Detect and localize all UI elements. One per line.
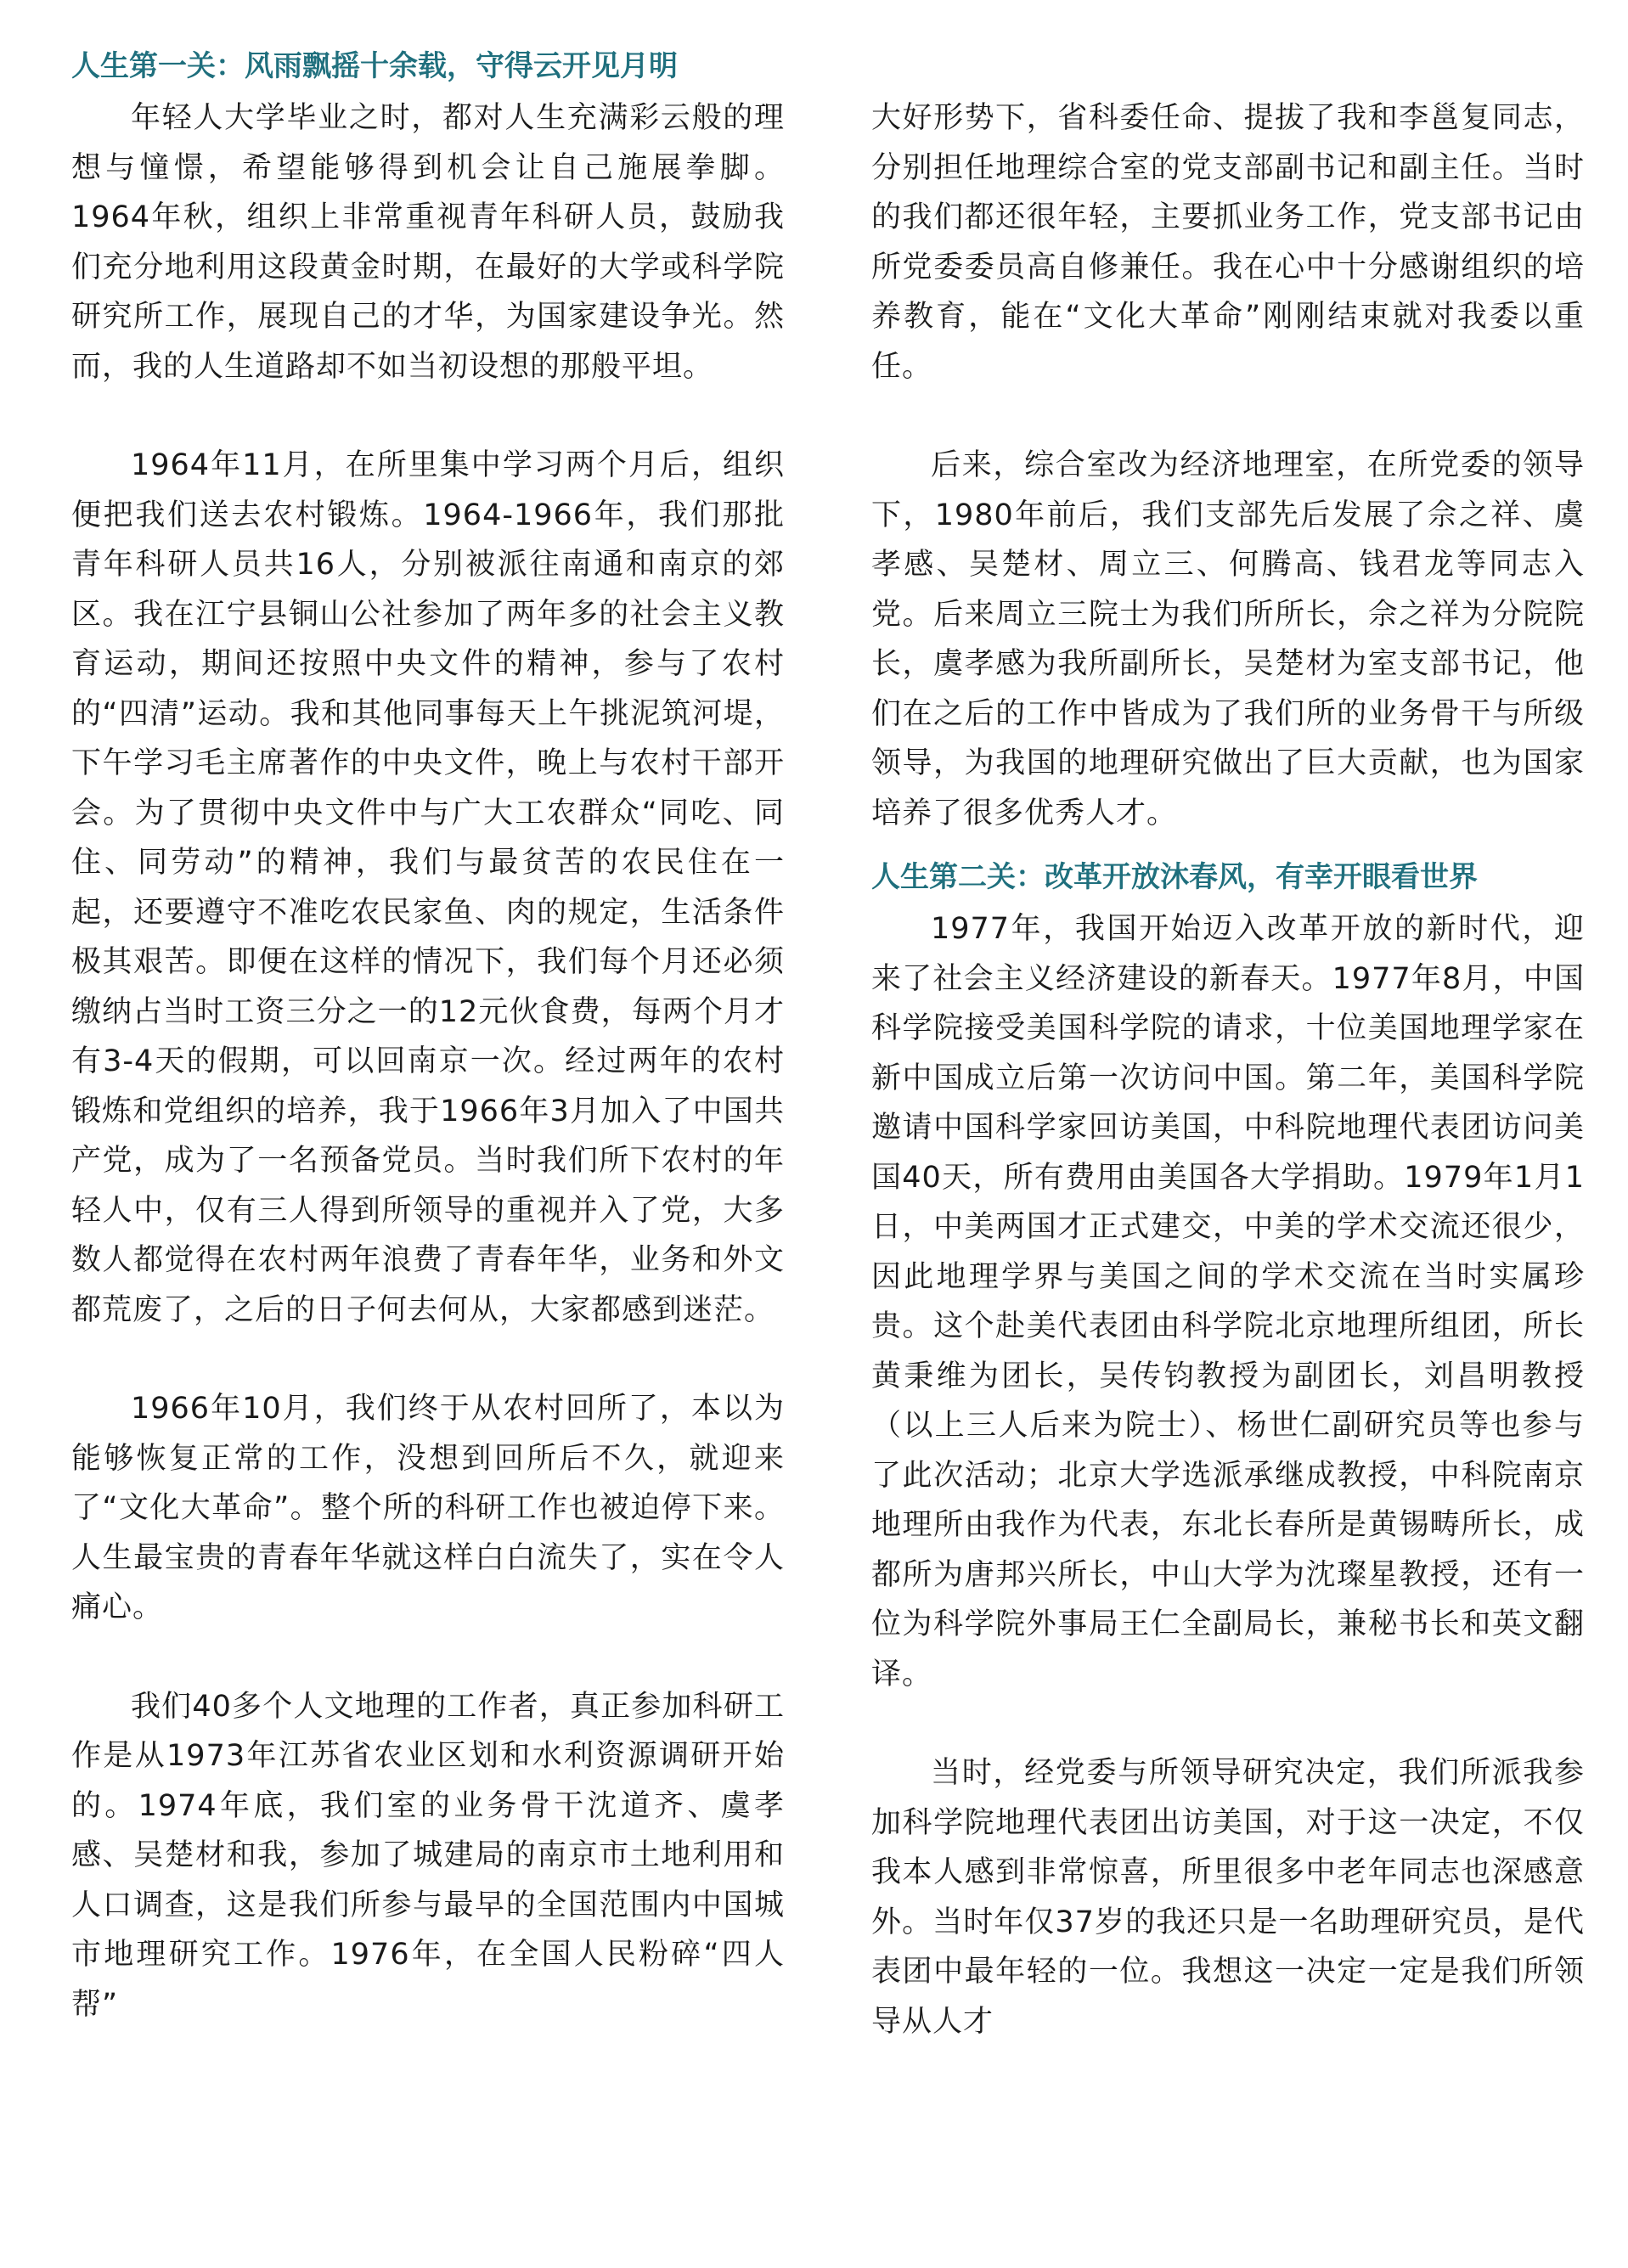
- paragraph: 我们40多个人文地理的工作者，真正参加科研工作是从1973年江苏省农业区划和水利资源调研开始的。1974年底，我们室的业务骨干沈道齐、虞孝感、吴楚材和我，参加了城建局的南京市土地利用和人口调查，这是我们所参与最早的全国范围内中国城市地理研究工作。1976年，在全国人民粉碎“四人帮”: [71, 1689, 785, 2022]
- paragraph: 1964年11月，在所里集中学习两个月后，组织便把我们送去农村锻炼。1964-1966年，我们那批青年科研人员共16人，分别被派往南通和南京的郊区。我在江宁县铜山公社参加了两年多的社会主义教育运动，期间还按照中央文件的精神，参与了农村的“四清”运动。我和其他同事每天上午挑泥筑河堤，下午学习毛主席著作的中央文件，晚上与农村干部开会。为了贯彻中央文件中与广大工农群众“同吃、同住、同劳动”的精神，我们与最贫苦的农民住在一起，还要遵守不准吃农民家鱼、肉的规定，生活条件极其艰苦。即便在这样的情况下，我们每个月还必须缴纳占当时工资三分之一的12元伙食费，每两个月才有3-4天的假期，可以回南京一次。经过两年的农村锻炼和党组织的培养，我于1966年3月加入了中国共产党，成为了一名预备党员。当时我们所下农村的年轻人中，仅有三人得到所领导的重视并入了党，大多数人都觉得在农村两年浪费了青春年华，业务和外文都荒废了，之后的日子何去何从，大家都感到迷茫。: [71, 448, 785, 1327]
- paragraph: 1966年10月，我们终于从农村回所了，本以为能够恢复正常的工作，没想到回所后不久，就迎来了“文化大革命”。整个所的科研工作也被迫停下来。人生最宝贵的青春年华就这样白白流失了，实在令人痛心。: [71, 1392, 785, 1624]
- paragraph: 年轻人大学毕业之时，都对人生充满彩云般的理想与憧憬，希望能够得到机会让自己施展拳脚。1964年秋，组织上非常重视青年科研人员，鼓励我们充分地利用这段黄金时期，在最好的大学或科学院研究所工作，展现自己的才华，为国家建设争光。然而，我的人生道路却不如当初设想的那般平坦。: [71, 101, 785, 384]
- paragraph: 当时，经党委与所领导研究决定，我们所派我参加科学院地理代表团出访美国，对于这一决定，不仅我本人感到非常惊喜，所里很多中老年同志也深感意外。当时年仅37岁的我还只是一名助理研究员，是代表团中最年轻的一位。我想这一决定一定是我们所领导从人才: [871, 1756, 1585, 2039]
- right-column: [871, 93, 1585, 2046]
- section-heading-1: 人生第一关：风雨飘摇十余载，守得云开见月明: [71, 49, 678, 83]
- paragraph-continued: 大好形势下，省科委任命、提拔了我和李邕复同志，分别担任地理综合室的党支部副书记和副主任。当时的我们都还很年轻，主要抓业务工作，党支部书记由所党委委员高自修兼任。我在心中十分感谢组织的培养教育，能在“文化大革命”刚刚结束就对我委以重任。: [871, 101, 1585, 384]
- section-heading-2: 人生第二关：改革开放沐春风，有幸开眼看世界: [871, 860, 1478, 894]
- paragraph: 1977年，我国开始迈入改革开放的新时代，迎来了社会主义经济建设的新春天。1977年8月，中国科学院接受美国科学院的请求，十位美国地理学家在新中国成立后第一次访问中国。第二年，美国科学院邀请中国科学家回访美国，中科院地理代表团访问美国40天，所有费用由美国各大学捐助。1979年1月1日，中美两国才正式建交，中美的学术交流还很少，因此地理学界与美国之间的学术交流在当时实属珍贵。这个赴美代表团由科学院北京地理所组团，所长黄秉维为团长，吴传钧教授为副团长，刘昌明教授（以上三人后来为院士）、杨世仁副研究员等也参与了此次活动；北京大学选派承继成教授，中科院南京地理所由我作为代表，东北长春所是黄锡畴所长，成都所为唐邦兴所长，中山大学为沈璨星教授，还有一位为科学院外事局王仁全副局长，兼秘书长和英文翻译。: [871, 912, 1585, 1691]
- left-column: [71, 44, 785, 2029]
- paragraph: 后来，综合室改为经济地理室，在所党委的领导下，1980年前后，我们支部先后发展了佘之祥、虞孝感、吴楚材、周立三、何腾高、钱君龙等同志入党。后来周立三院士为我们所所长，佘之祥为分院院长，虞孝感为我所副所长，吴楚材为室支部书记，他们在之后的工作中皆成为了我们所的业务骨干与所级领导，为我国的地理研究做出了巨大贡献，也为国家培养了很多优秀人才。: [871, 448, 1585, 830]
